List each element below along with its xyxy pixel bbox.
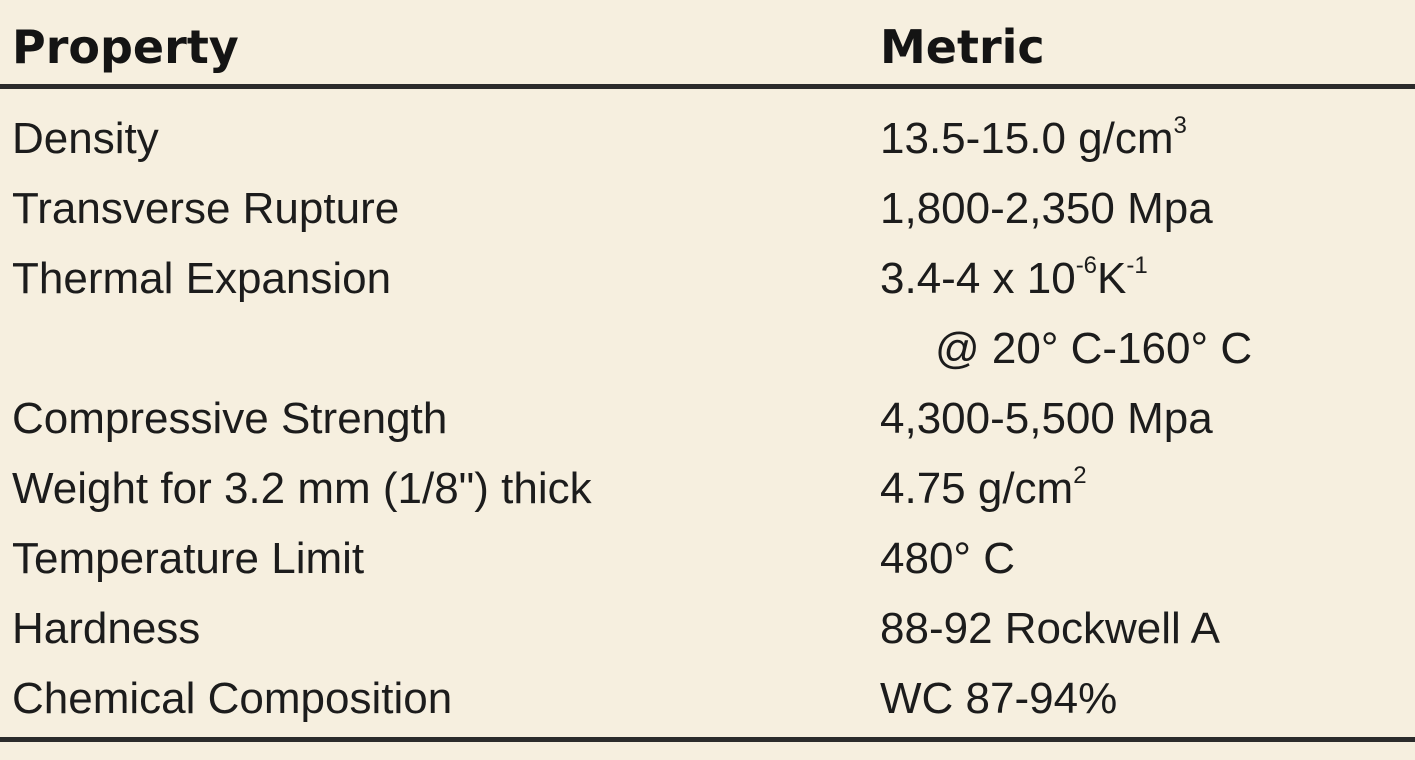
- metric-cell: [880, 174, 1213, 244]
- metric-cell: [880, 524, 1015, 594]
- metric-value: 4.75 g/cm: [880, 464, 1074, 513]
- property-cell: Density: [12, 114, 159, 163]
- metric-value: 13.5-15.0 g/cm: [880, 114, 1174, 163]
- metric-value: WC 87-94%: [880, 674, 1118, 723]
- metric-cell: [880, 594, 1220, 664]
- metric-value: 4,300-5,500 Mpa: [880, 394, 1213, 443]
- metric-unit: K: [1097, 254, 1127, 303]
- metric-superscript: 3: [1173, 112, 1187, 140]
- metric-cell: [880, 384, 1213, 454]
- metric-cell: [880, 104, 1187, 174]
- metric-cell: [935, 314, 1252, 384]
- table-row: [0, 314, 1415, 384]
- table-body: [0, 104, 1415, 734]
- metric-value: 480° C: [880, 534, 1016, 583]
- table-row: [0, 244, 1415, 314]
- metric-cell: [880, 244, 1148, 314]
- metric-value: @ 20° C-160° C: [935, 324, 1253, 373]
- property-cell: Transverse Rupture: [12, 184, 400, 233]
- header-rule: [0, 84, 1415, 89]
- table-row: [0, 524, 1415, 594]
- table-row: [0, 384, 1415, 454]
- bottom-rule: [0, 737, 1415, 742]
- table-header-row: [0, 0, 1415, 84]
- table-row: [0, 594, 1415, 664]
- header-property: Property: [12, 20, 239, 74]
- metric-superscript: -1: [1126, 252, 1148, 280]
- metric-cell: [880, 454, 1087, 524]
- metric-superscript: -6: [1075, 252, 1098, 280]
- table-row: [0, 174, 1415, 244]
- metric-value: 3.4-4 x 10: [880, 254, 1076, 303]
- table-row: [0, 454, 1415, 524]
- table-row: [0, 104, 1415, 174]
- property-cell: Temperature Limit: [12, 534, 365, 583]
- property-cell: Thermal Expansion: [12, 254, 392, 303]
- table-row: [0, 664, 1415, 734]
- metric-value: 1,800-2,350 Mpa: [880, 184, 1213, 233]
- property-cell: Compressive Strength: [12, 394, 448, 443]
- property-cell: Weight for 3.2 mm (1/8") thick: [12, 464, 592, 513]
- property-cell: Chemical Composition: [12, 674, 453, 723]
- metric-superscript: 2: [1073, 462, 1087, 490]
- metric-cell: [880, 664, 1117, 734]
- header-metric: Metric: [880, 20, 1045, 74]
- property-cell: Hardness: [12, 604, 201, 653]
- metric-value: 88-92 Rockwell A: [880, 604, 1220, 653]
